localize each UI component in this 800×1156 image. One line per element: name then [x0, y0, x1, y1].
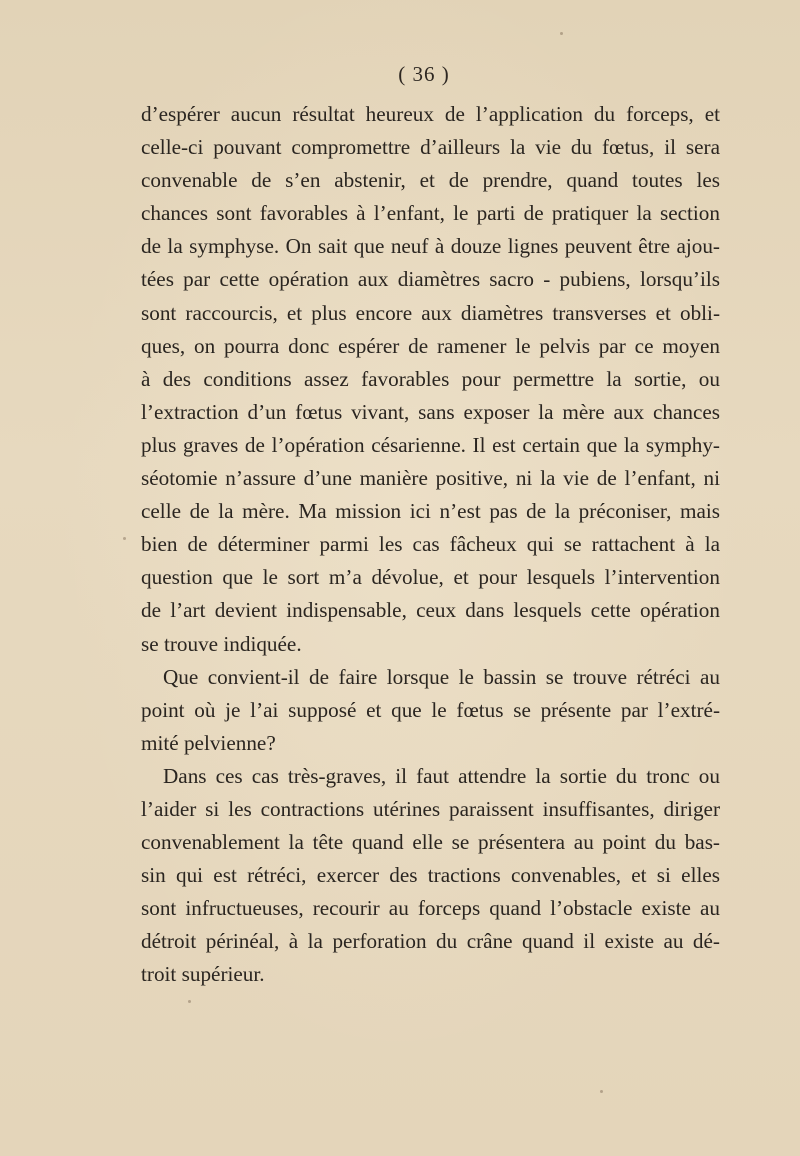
text-line: question que le sort m’a dévolue, et pour lesquels l’intervention — [141, 565, 720, 590]
text-line: l’aider si les contractions utérines paraissent insuffisantes, diriger — [141, 796, 720, 821]
paragraph-end-line: se trouve indiquée. — [141, 631, 302, 656]
text-line: de l’art devient indispensable, ceux dans lesquels cette opération — [141, 598, 720, 623]
text-line: plus graves de l’opération césarienne. Il est certain que la symphy- — [141, 432, 720, 457]
text-line: d’espérer aucun résultat heureux de l’application du forceps, et — [141, 102, 720, 126]
text-line: bien de déterminer parmi les cas fâcheux qui se rattachent à la — [141, 532, 720, 557]
text-line: celle de la mère. Ma mission ici n’est pas de la préconiser, mais — [141, 499, 720, 524]
paper-speck — [560, 32, 563, 35]
text-line: celle-ci pouvant compromettre d’ailleurs la vie du fœtus, il sera — [141, 135, 720, 160]
page-number: ( 36 ) — [398, 62, 450, 86]
paper-speck — [123, 537, 126, 540]
text-line: ques, on pourra donc espérer de ramener le pelvis par ce moyen — [141, 333, 720, 358]
text-line: point où je l’ai supposé et que le fœtus se présente par l’extré- — [141, 697, 720, 722]
text-line: détroit périnéal, à la perforation du crâne quand il existe au dé- — [141, 929, 720, 954]
paragraph-end-line: troit supérieur. — [141, 962, 265, 987]
paragraph-start-line: Dans ces cas très-graves, il faut attendre la sortie du tronc ou — [163, 763, 720, 788]
text-line: à des conditions assez favorables pour permettre la sortie, ou — [141, 366, 720, 391]
paper-speck — [188, 1000, 191, 1003]
text-line: sont raccourcis, et plus encore aux diamètres transverses et obli- — [141, 300, 720, 325]
body-text — [141, 98, 720, 992]
text-line: tées par cette opération aux diamètres sacro - pubiens, lorsqu’ils — [141, 267, 720, 292]
text-line: convenablement la tête quand elle se présentera au point du bas- — [141, 830, 720, 855]
text-line: de la symphyse. On sait que neuf à douze lignes peuvent être ajou- — [141, 234, 720, 259]
paragraph-start-line: Que convient-il de faire lorsque le bassin se trouve rétréci au — [163, 664, 720, 689]
text-line: séotomie n’assure d’une manière positive, ni la vie de l’enfant, ni — [141, 466, 720, 491]
paper-speck — [600, 1090, 603, 1093]
text-line: convenable de s’en abstenir, et de prendre, quand toutes les — [141, 168, 720, 193]
text-line: sont infructueuses, recourir au forceps quand l’obstacle existe au — [141, 896, 720, 921]
text-line: l’extraction d’un fœtus vivant, sans exposer la mère aux chances — [141, 399, 720, 424]
paragraph-end-line: mité pelvienne? — [141, 730, 276, 755]
text-line: sin qui est rétréci, exercer des tractions convenables, et si elles — [141, 863, 720, 888]
text-line: chances sont favorables à l’enfant, le parti de pratiquer la section — [141, 201, 720, 226]
